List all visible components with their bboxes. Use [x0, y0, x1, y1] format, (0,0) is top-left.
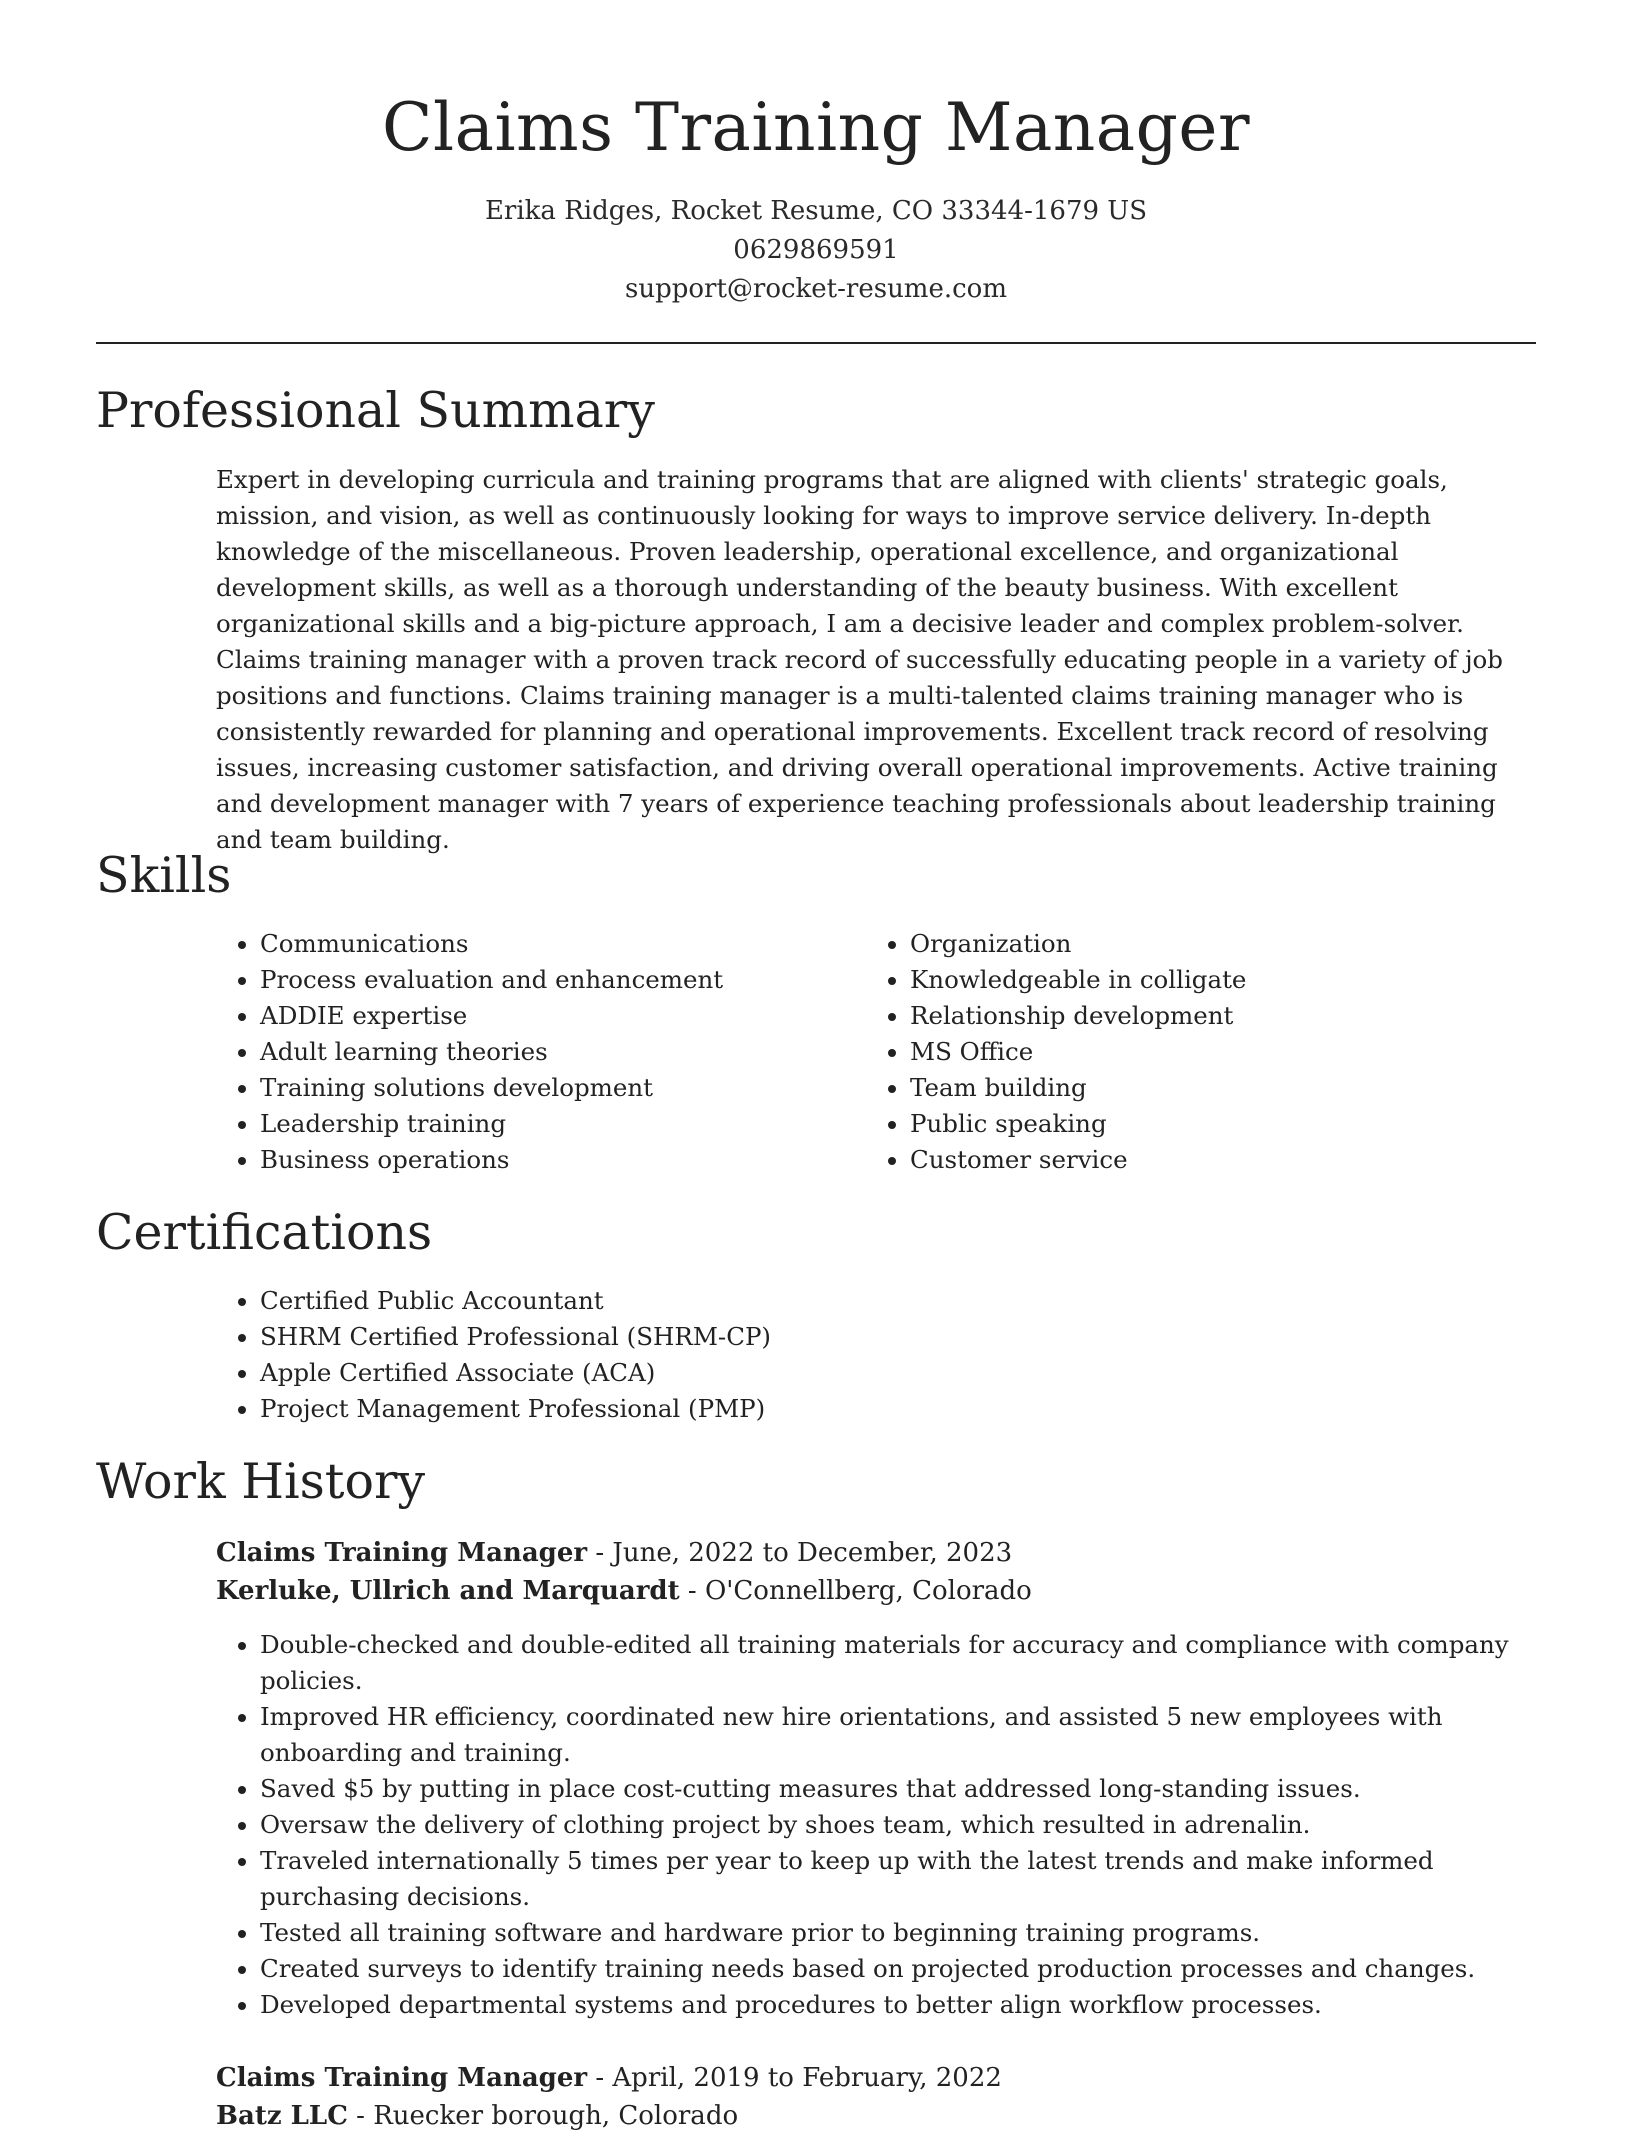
job-dates: - June, 2022 to December, 2023 — [587, 1538, 1013, 1568]
job-bullet: • Traveled internationally 5 times per year to keep up with the latest trends and make informed purchasing decisions. — [260, 1843, 1580, 1915]
job-role: Claims Training Manager — [216, 1538, 588, 1568]
summary-text: Expert in developing curricula and training programs that are aligned with clients' strategic goals, mission, and vision, as well as continuously looking for ways to improve service delivery. In-depth knowledge of the miscellaneous. Proven leadership, operational excellence, and organizational development skills, as well as a thorough understanding of the beauty business. With excellent organizational skills and a big-picture approach, I am a decisive leader and complex problem-solver. Claims training manager with a proven track record of successfully educating people in a variety of job positions and functions. Claims training manager is a multi-talented claims training manager who is consistently rewarded for planning and operational improvements. Excellent track record of resolving issues, increasing customer satisfaction, and driving overall operational improvements. Active training and development manager with 7 years of experience teaching professionals about leadership training and team building. — [216, 465, 1503, 854]
job-bullet: • Double-checked and double-edited all training materials for accuracy and compliance with company policies. — [260, 1627, 1580, 1699]
skill-item: • Organization — [910, 926, 1530, 962]
job-role: Claims Training Manager — [216, 2063, 588, 2093]
contact-email: support@rocket-resume.com — [624, 274, 1007, 304]
skill-item: • Communications — [260, 926, 880, 962]
resume-header — [96, 78, 1536, 309]
skill-item: • ADDIE expertise — [260, 998, 880, 1034]
skill-item: • Customer service — [910, 1142, 1530, 1178]
contact-address: Erika Ridges, Rocket Resume, CO 33344-1679 US — [484, 196, 1148, 226]
skills-list-right — [866, 926, 1530, 1178]
skill-item: • MS Office — [910, 1034, 1530, 1070]
job-bullet: • Created surveys to identify training needs based on projected production processes and changes. — [260, 1951, 1580, 1987]
job-location: - Ruecker borough, Colorado — [347, 2101, 739, 2131]
certification-item: • Apple Certified Associate (ACA) — [260, 1355, 1580, 1391]
certification-item: • SHRM Certified Professional (SHRM-CP) — [260, 1319, 1580, 1355]
certification-item: • Project Management Professional (PMP) — [260, 1391, 1580, 1427]
skill-item: • Training solutions development — [260, 1070, 880, 1106]
header-divider — [96, 342, 1536, 344]
resume-name: Claims Training Manager — [381, 89, 1251, 166]
job-title-line — [216, 2059, 1002, 2097]
job-company-line — [216, 2097, 738, 2135]
skill-item: • Business operations — [260, 1142, 880, 1178]
skill-item: • Team building — [910, 1070, 1530, 1106]
certifications-list — [216, 1283, 1580, 1427]
summary-heading: Professional Summary — [96, 382, 655, 439]
job-bullets — [216, 1627, 1580, 2023]
job-dates: - April, 2019 to February, 2022 — [587, 2063, 1002, 2093]
skill-item: • Relationship development — [910, 998, 1530, 1034]
skill-item: • Process evaluation and enhancement — [260, 962, 880, 998]
job-bullet: • Saved $5 by putting in place cost-cutting measures that addressed long-standing issues. — [260, 1771, 1580, 1807]
job-bullet: • Developed departmental systems and procedures to better align workflow processes. — [260, 1987, 1580, 2023]
job-title-line — [216, 1534, 1012, 1572]
skill-item: • Adult learning theories — [260, 1034, 880, 1070]
job-company: Batz LLC — [216, 2101, 348, 2131]
job-company: Kerluke, Ullrich and Marquardt — [216, 1576, 680, 1606]
job-bullet: • Tested all training software and hardware prior to beginning training programs. — [260, 1915, 1580, 1951]
job-company-line — [216, 1572, 1032, 1610]
job-location: - O'Connellberg, Colorado — [679, 1576, 1032, 1606]
work-history-heading: Work History — [96, 1453, 426, 1510]
skill-item: • Knowledgeable in colligate — [910, 962, 1530, 998]
skill-item: • Leadership training — [260, 1106, 880, 1142]
skills-list-left — [216, 926, 880, 1178]
job-bullet: • Oversaw the delivery of clothing project by shoes team, which resulted in adrenalin. — [260, 1807, 1580, 1843]
skill-item: • Public speaking — [910, 1106, 1530, 1142]
certifications-heading: Certifications — [96, 1204, 433, 1261]
contact-phone: 0629869591 — [733, 235, 899, 265]
certification-item: • Certified Public Accountant — [260, 1283, 1580, 1319]
job-bullet: • Improved HR efficiency, coordinated new hire orientations, and assisted 5 new employees with onboarding and training. — [260, 1699, 1580, 1771]
skills-heading: Skills — [96, 847, 232, 904]
